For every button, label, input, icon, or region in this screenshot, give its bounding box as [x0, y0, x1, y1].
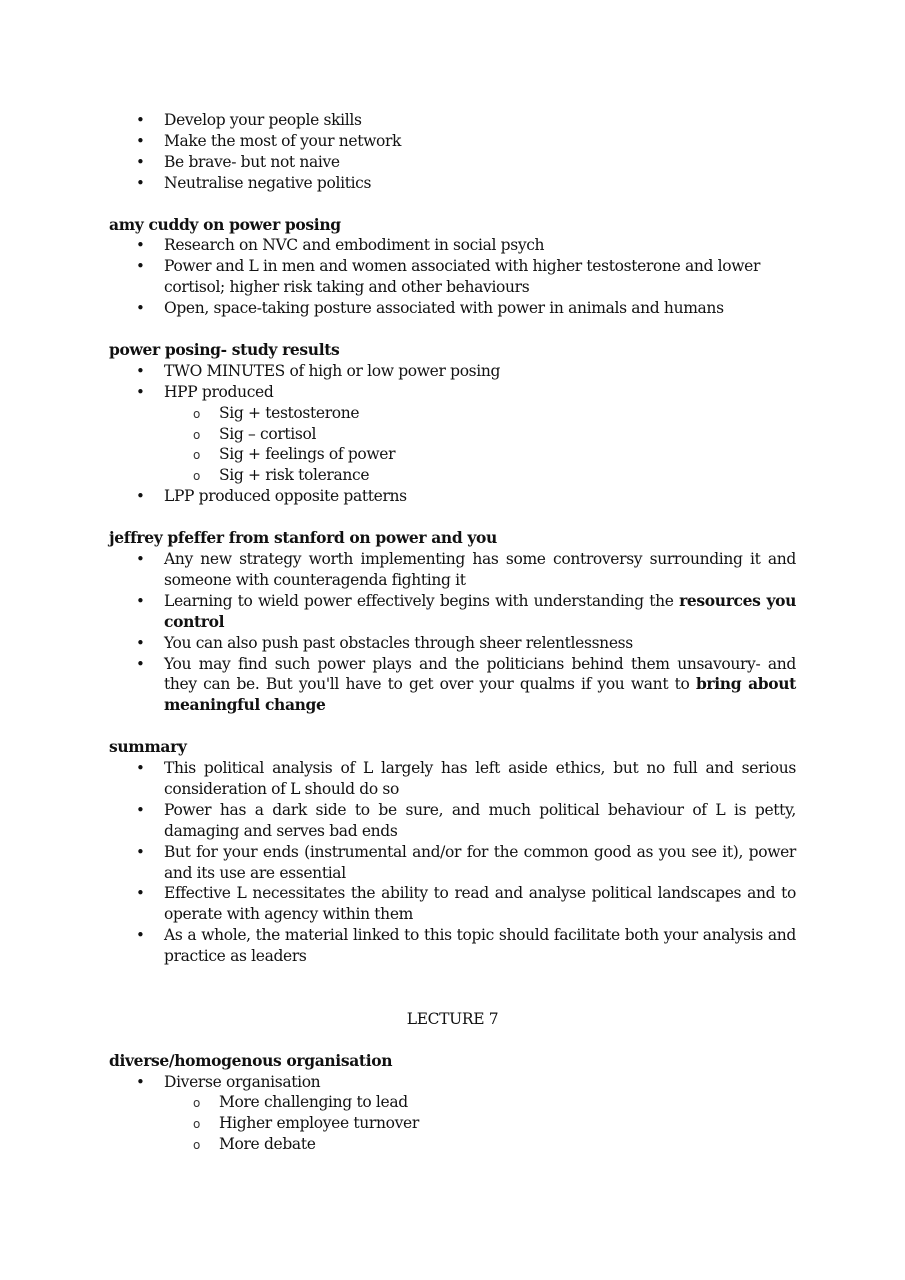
spacer — [109, 319, 796, 340]
list-item: • This political analysis of L largely has left aside ethics, but no full and serious consideration of L should do so — [109, 758, 796, 800]
sub-list-item: o Sig + testosterone — [109, 403, 796, 424]
list-item: • Be brave- but not naive — [109, 152, 796, 173]
list-item — [109, 1072, 796, 1156]
sub-list-item: o Higher employee turnover — [109, 1113, 796, 1134]
list-item: • Neutralise negative politics — [109, 173, 796, 194]
sub-list-item: o Sig + feelings of power — [109, 444, 796, 465]
list-item — [109, 654, 796, 717]
bullet-list — [109, 758, 796, 967]
list-item-label: HPP produced — [164, 382, 274, 401]
sub-list-item: o Sig + risk tolerance — [109, 465, 796, 486]
sub-list-item: o More debate — [109, 1134, 796, 1155]
section-heading-cuddy: amy cuddy on power posing — [109, 214, 341, 234]
lecture-title: LECTURE 7 — [406, 1009, 499, 1028]
sub-list — [164, 403, 796, 487]
list-item-label: Diverse organisation — [164, 1072, 321, 1091]
list-item: • Effective L necessitates the ability to read and analyse political landscapes and to operate with agency within them — [109, 883, 796, 925]
bullet-list — [109, 235, 796, 319]
list-item — [109, 591, 796, 633]
sub-list-item: o More challenging to lead — [109, 1092, 796, 1113]
page-content — [109, 110, 796, 1155]
list-item: • Any new strategy worth implementing has some controversy surrounding it and someone with counteragenda fighting it — [109, 549, 796, 591]
spacer — [109, 988, 796, 1009]
spacer — [109, 194, 796, 215]
list-item — [109, 382, 796, 487]
section-heading-study: power posing- study results — [109, 339, 340, 359]
list-item: • Make the most of your network — [109, 131, 796, 152]
list-item: • Power has a dark side to be sure, and much political behaviour of L is petty, damaging and serves bad ends — [109, 800, 796, 842]
spacer — [109, 967, 796, 988]
list-item: • TWO MINUTES of high or low power posing — [109, 361, 796, 382]
bullet-list — [109, 1072, 796, 1156]
list-item: • LPP produced opposite patterns — [109, 486, 796, 507]
bullet-list — [109, 110, 796, 194]
spacer — [109, 1030, 796, 1051]
bullet-list — [109, 361, 796, 507]
list-item: • But for your ends (instrumental and/or for the common good as you see it), power and its use are essential — [109, 842, 796, 884]
list-item: • As a whole, the material linked to this topic should facilitate both your analysis and practice as leaders — [109, 925, 796, 967]
bullet-list — [109, 549, 796, 716]
list-item: • Power and L in men and women associated with higher testosterone and lower cortisol; higher risk taking and other behaviours — [109, 256, 796, 298]
section-heading-summary: summary — [109, 737, 187, 757]
list-item: • You can also push past obstacles through sheer relentlessness — [109, 633, 796, 654]
sub-list-item: o Sig – cortisol — [109, 424, 796, 445]
section-heading-diverse: diverse/homogenous organisation — [109, 1050, 393, 1070]
list-item-text: You may find such power plays and the politicians behind them unsavoury- and they can be. But you'll have to get over your qualms if you want to — [164, 654, 796, 694]
spacer — [109, 507, 796, 528]
list-item-text: Learning to wield power effectively begins with understanding the — [164, 591, 680, 610]
sub-list — [164, 1092, 796, 1155]
bold-phrase: bring about meaningful change — [164, 674, 796, 715]
bold-phrase: resources you control — [164, 590, 797, 631]
list-item: • Develop your people skills — [109, 110, 796, 131]
section-heading-pfeffer: jeffrey pfeffer from stanford on power and you — [109, 528, 497, 548]
list-item: • Open, space-taking posture associated with power in animals and humans — [109, 298, 796, 319]
spacer — [109, 716, 796, 737]
list-item: • Research on NVC and embodiment in social psych — [109, 235, 796, 256]
